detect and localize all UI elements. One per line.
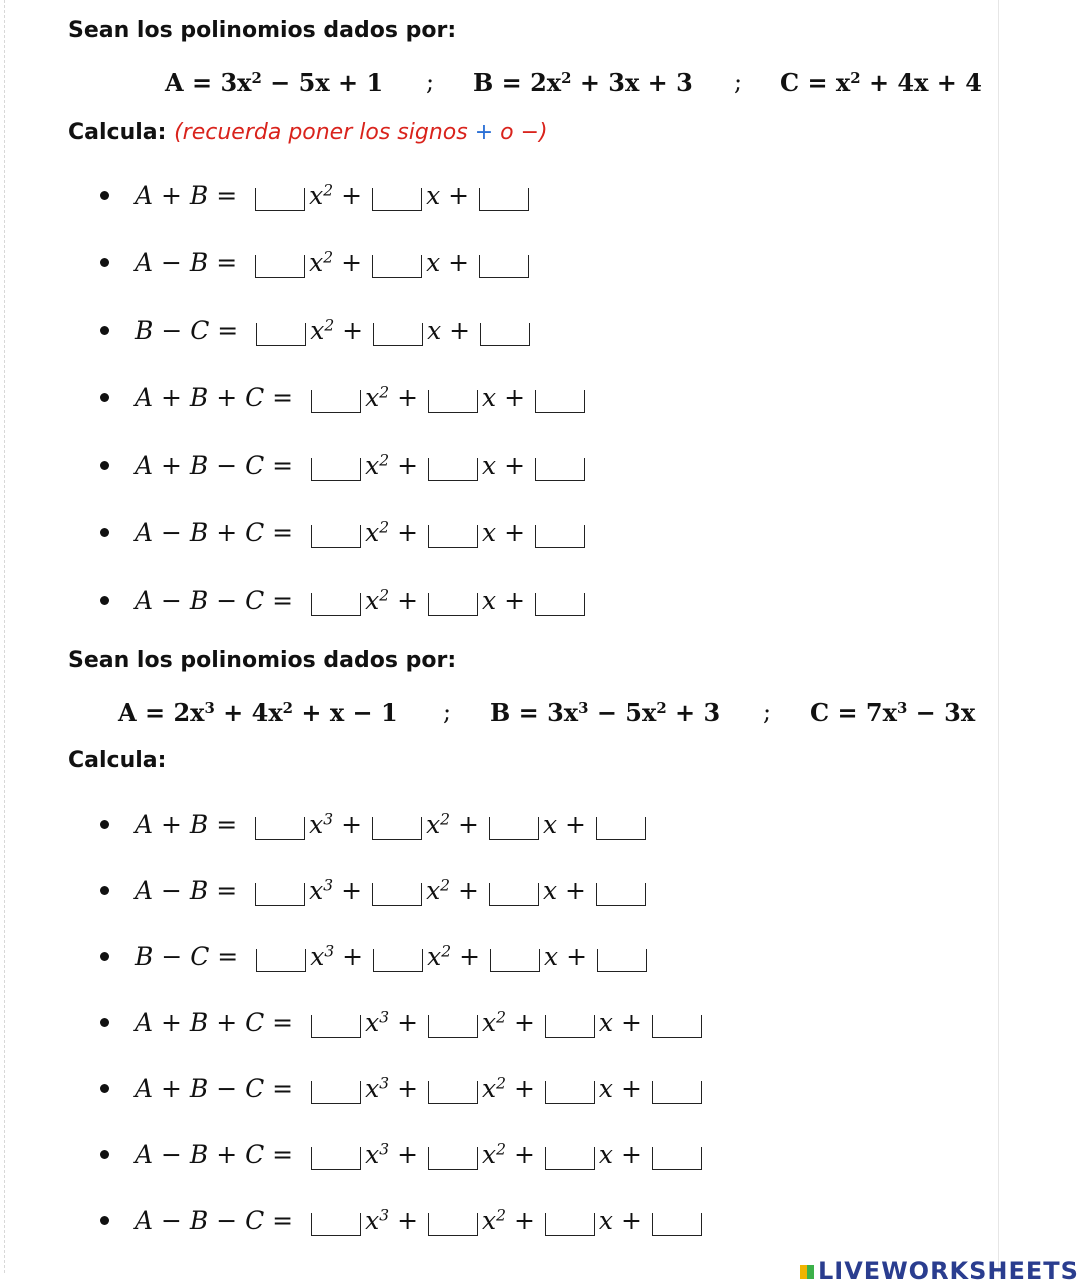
- answer-box[interactable]: [535, 593, 585, 616]
- bullet-icon: [100, 191, 109, 200]
- liveworksheets-logo: [800, 1257, 1079, 1285]
- term-label: $x^2$ +: [310, 315, 364, 345]
- answer-box[interactable]: [428, 1213, 478, 1236]
- term-label: $x^3$ +: [365, 1205, 419, 1235]
- answer-box[interactable]: [311, 525, 361, 548]
- exercise-row: [100, 582, 589, 618]
- bullet-icon: [100, 461, 109, 470]
- logo-text: LIVEWORKSHEETS: [818, 1257, 1079, 1285]
- term-label: $x^2$ +: [426, 875, 479, 905]
- bullet-icon: [100, 886, 109, 895]
- bullet-icon: [100, 1084, 109, 1093]
- exercise-expression: A − B − C =: [135, 1205, 294, 1235]
- answer-box[interactable]: [652, 1015, 702, 1038]
- answer-box[interactable]: [479, 255, 529, 278]
- separator: ;: [734, 68, 743, 96]
- exercise-expression: A − B =: [135, 248, 238, 277]
- exercise-expression: B − C =: [135, 941, 239, 971]
- term-label: $x^3$ +: [310, 941, 364, 971]
- polynomial-b: $B = 2x^2 + 3x + 3$: [473, 68, 693, 97]
- answer-box[interactable]: [596, 883, 646, 906]
- answer-box[interactable]: [596, 817, 646, 840]
- polynomial-a: $A = 2x^3 + 4x^2 + x - 1$: [118, 698, 398, 727]
- term-label: $x^2$ +: [365, 518, 419, 547]
- answer-box[interactable]: [255, 883, 305, 906]
- exercise-row: [100, 938, 651, 974]
- term-label: x +: [427, 315, 471, 345]
- polynomial-a: $A = 3x^2 - 5x + 1$: [165, 68, 384, 97]
- exercise-expression: A − B + C =: [135, 518, 294, 547]
- term-label: x +: [598, 1073, 642, 1103]
- term-label: $x^2$ +: [426, 809, 479, 839]
- bullet-icon: [100, 952, 109, 961]
- term-label: $x^2$ +: [427, 941, 481, 971]
- answer-box[interactable]: [545, 1081, 595, 1104]
- exercise-expression: A − B − C =: [135, 585, 294, 615]
- polynomial-b: $B = 3x^3 - 5x^2 + 3$: [490, 698, 721, 727]
- answer-box[interactable]: [372, 255, 422, 278]
- answer-box[interactable]: [372, 188, 422, 211]
- section2-heading: Sean los polinomios dados por:: [68, 648, 457, 673]
- answer-box[interactable]: [489, 883, 539, 906]
- answer-box[interactable]: [311, 1081, 361, 1104]
- term-label: x +: [482, 450, 526, 480]
- exercise-expression: A − B =: [135, 875, 238, 905]
- answer-box[interactable]: [255, 817, 305, 840]
- answer-box[interactable]: [372, 817, 422, 840]
- answer-box[interactable]: [490, 949, 540, 972]
- answer-box[interactable]: [311, 593, 361, 616]
- exercise-row: [100, 177, 533, 213]
- term-label: x +: [482, 518, 526, 547]
- answer-box[interactable]: [256, 949, 306, 972]
- answer-box[interactable]: [428, 1081, 478, 1104]
- answer-box[interactable]: [373, 949, 423, 972]
- term-label: $x^3$ +: [365, 1007, 419, 1037]
- answer-box[interactable]: [535, 525, 585, 548]
- answer-box[interactable]: [311, 390, 361, 413]
- term-label: $x^2$ +: [482, 1007, 535, 1037]
- term-label: $x^3$ +: [309, 875, 363, 905]
- answer-box[interactable]: [428, 1147, 478, 1170]
- bullet-icon: [100, 1018, 109, 1027]
- logo-icon: [800, 1265, 814, 1279]
- exercise-row: [100, 1070, 706, 1106]
- term-label: $x^2$ +: [482, 1205, 535, 1235]
- section2-calcula: Calcula:: [68, 748, 167, 773]
- answer-box[interactable]: [545, 1213, 595, 1236]
- answer-box[interactable]: [652, 1081, 702, 1104]
- bullet-icon: [100, 596, 109, 605]
- exercise-expression: A + B − C =: [135, 1073, 294, 1103]
- answer-box[interactable]: [311, 1147, 361, 1170]
- term-label: x +: [598, 1007, 642, 1037]
- exercise-expression: A + B =: [135, 809, 238, 839]
- exercise-expression: A + B =: [135, 180, 238, 210]
- exercise-row: [100, 872, 650, 908]
- term-label: $x^3$ +: [365, 1139, 419, 1169]
- term-label: $x^2$ +: [365, 585, 419, 615]
- answer-box[interactable]: [652, 1147, 702, 1170]
- answer-box[interactable]: [535, 390, 585, 413]
- polynomial-c: $C = x^2 + 4x + 4$: [780, 68, 982, 97]
- term-label: x +: [542, 809, 586, 839]
- answer-box[interactable]: [428, 458, 478, 481]
- bullet-icon: [100, 528, 109, 537]
- bullet-icon: [100, 1150, 109, 1159]
- answer-box[interactable]: [311, 1213, 361, 1236]
- term-label: $x^2$ +: [482, 1073, 535, 1103]
- term-label: x +: [482, 585, 526, 615]
- separator: ;: [443, 698, 452, 726]
- exercise-row: [100, 1004, 706, 1040]
- exercise-expression: B − C =: [135, 315, 239, 345]
- term-label: $x^2$ +: [482, 1139, 535, 1169]
- term-label: x +: [598, 1139, 642, 1169]
- answer-box[interactable]: [480, 323, 530, 346]
- section1-heading: Sean los polinomios dados por:: [68, 18, 457, 43]
- answer-box[interactable]: [428, 525, 478, 548]
- term-label: $x^3$ +: [365, 1073, 419, 1103]
- term-label: x +: [482, 383, 526, 412]
- exercise-row: [100, 312, 534, 348]
- term-label: x +: [426, 248, 470, 277]
- answer-box[interactable]: [652, 1213, 702, 1236]
- bullet-icon: [100, 326, 109, 335]
- term-label: $x^2$ +: [309, 180, 363, 210]
- exercise-expression: A + B + C =: [135, 383, 294, 412]
- exercise-row: [100, 1202, 706, 1238]
- exercise-expression: A − B + C =: [135, 1139, 294, 1169]
- answer-box[interactable]: [545, 1147, 595, 1170]
- answer-box[interactable]: [479, 188, 529, 211]
- answer-box[interactable]: [255, 255, 305, 278]
- bullet-icon: [100, 1216, 109, 1225]
- term-label: $x^2$ +: [309, 248, 363, 277]
- exercise-row: [100, 515, 589, 551]
- exercise-row: [100, 1136, 706, 1172]
- answer-box[interactable]: [311, 458, 361, 481]
- answer-box[interactable]: [428, 390, 478, 413]
- answer-box[interactable]: [428, 593, 478, 616]
- exercise-row: [100, 806, 650, 842]
- right-margin-rule: [998, 0, 999, 1273]
- calcula-label: Calcula:: [68, 120, 167, 145]
- signs-hint: (recuerda poner los signos + o −): [174, 120, 548, 145]
- answer-box[interactable]: [489, 817, 539, 840]
- term-label: x +: [426, 180, 470, 210]
- answer-box[interactable]: [428, 1015, 478, 1038]
- answer-box[interactable]: [372, 883, 422, 906]
- separator: ;: [763, 698, 772, 726]
- answer-box[interactable]: [255, 188, 305, 211]
- exercise-expression: A + B − C =: [135, 450, 294, 480]
- term-label: $x^3$ +: [309, 809, 363, 839]
- bullet-icon: [100, 258, 109, 267]
- exercise-row: [100, 380, 589, 416]
- answer-box[interactable]: [535, 458, 585, 481]
- left-margin-rule: [0, 0, 5, 1273]
- term-label: $x^2$ +: [365, 383, 419, 412]
- answer-box[interactable]: [256, 323, 306, 346]
- bullet-icon: [100, 393, 109, 402]
- exercise-row: [100, 447, 589, 483]
- separator: ;: [426, 68, 435, 96]
- answer-box[interactable]: [545, 1015, 595, 1038]
- exercise-expression: A + B + C =: [135, 1007, 294, 1037]
- answer-box[interactable]: [311, 1015, 361, 1038]
- polynomial-c: $C = 7x^3 - 3x$: [810, 698, 976, 727]
- section1-calcula: [68, 120, 548, 145]
- term-label: $x^2$ +: [365, 450, 419, 480]
- exercise-row: [100, 245, 533, 281]
- bullet-icon: [100, 820, 109, 829]
- answer-box[interactable]: [597, 949, 647, 972]
- answer-box[interactable]: [373, 323, 423, 346]
- term-label: x +: [542, 875, 586, 905]
- term-label: x +: [544, 941, 588, 971]
- term-label: x +: [598, 1205, 642, 1235]
